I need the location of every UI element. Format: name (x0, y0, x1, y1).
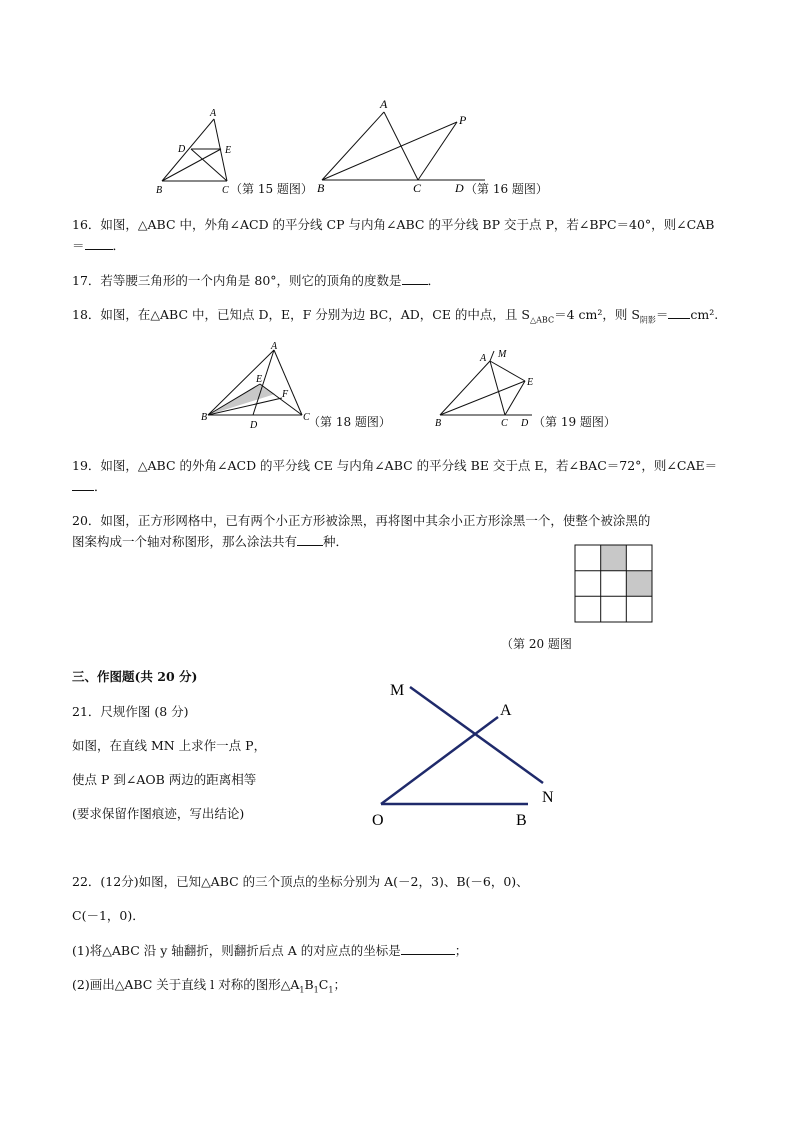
fig19-label-m: M (498, 349, 507, 360)
fig16-label-d: D (455, 181, 464, 195)
q22-part1-text: (1)将△ABC 沿 y 轴翻折，则翻折后点 A 的对应点的坐标是 (72, 943, 401, 958)
fig15-label-b: B (156, 185, 163, 196)
fig19-label-c: C (501, 418, 508, 429)
q22-c: C (318, 977, 329, 992)
fig18-label-e: E (256, 374, 263, 385)
q22-b: B (304, 977, 314, 992)
q22-part1-end: ； (454, 943, 468, 958)
q19-answer-blank[interactable] (72, 478, 94, 491)
q16-eq: ＝ (72, 238, 85, 253)
q20-end: 种． (323, 534, 349, 549)
fig21-label-b: B (516, 812, 527, 829)
question-21-title: 21．尺规作图 (8 分) (72, 704, 189, 719)
q22-part2-text: (2)画出△ABC 关于直线 l 对称的图形△A (72, 977, 300, 992)
figure-19 (432, 345, 542, 433)
fig19-label-e: E (527, 377, 534, 388)
fig19-label-d: D (521, 418, 529, 429)
fig18-label-a: A (271, 341, 278, 352)
question-19-line1: 19．如图，△ABC 的外角∠ACD 的平分线 CE 与内角∠ABC 的平分线 BE 交于点 E，若∠BAC＝72°，则∠CAE＝ (72, 458, 718, 473)
q18-eq: ＝ (655, 307, 669, 322)
q17-answer-blank[interactable] (402, 272, 428, 285)
fig16-caption: （第 16 题图） (465, 182, 548, 196)
fig15-label-e: E (225, 145, 232, 156)
q22-sub-a1: 1 (299, 985, 305, 995)
q18-sub-abc: △ABC (529, 315, 555, 325)
question-16-line1: 16．如图，△ABC 中，外角∠ACD 的平分线 CP 与内角∠ABC 的平分线 BP 交于点 P，若∠BPC＝40°，则∠CAB (72, 217, 715, 232)
figure-16 (310, 95, 490, 195)
figure-21 (368, 675, 568, 835)
q22-part2-end: ； (333, 977, 346, 992)
question-20-line2 (72, 532, 348, 552)
q18-unit: cm². (690, 307, 719, 322)
question-21-line2: 使点 P 到∠AOB 两边的距离相等 (72, 772, 257, 787)
fig19-caption: （第 19 题图） (533, 415, 616, 429)
fig21-label-m: M (390, 682, 405, 699)
fig16-label-p: P (459, 113, 467, 127)
figure-18 (198, 340, 318, 432)
grid-cell-shaded-1 (601, 545, 627, 571)
question-22-line2: C(－1，0)． (72, 908, 145, 923)
ray-oa (381, 717, 498, 804)
question-22-line1: 22．(12分)如图，已知△ABC 的三个顶点的坐标分别为 A(－2，3)、B(－6，0)、 (72, 874, 529, 889)
q20-answer-blank[interactable] (297, 533, 323, 546)
fig16-label-c: C (413, 181, 422, 195)
question-19-line2 (72, 477, 107, 497)
q19-end: ． (94, 479, 107, 494)
q16-end: ． (112, 238, 126, 253)
figure-20-grid (574, 544, 656, 626)
fig21-label-n: N (542, 789, 554, 806)
question-20-line1: 20．如图，正方形网格中，已有两个小正方形被涂黑，再将图中其余小正方形涂黑一个，使整个被涂黑的 (72, 513, 651, 528)
fig16-label-b: B (317, 181, 325, 195)
question-16-line2 (72, 236, 125, 256)
grid-cell-shaded-2 (626, 571, 652, 597)
q22-sub-c1: 1 (328, 985, 334, 995)
fig18-label-d: D (250, 420, 258, 431)
fig18-label-f: F (282, 389, 289, 400)
question-21-line3: (要求保留作图痕迹，写出结论) (72, 806, 245, 821)
fig15-label-d: D (178, 144, 186, 155)
question-22-part1 (72, 941, 467, 961)
fig18-caption: （第 18 题图） (308, 415, 391, 429)
fig20-caption: （第 20 题图 (501, 637, 572, 651)
question-22-part2 (72, 975, 346, 1001)
section-3-title: 三、作图题(共 20 分) (72, 669, 198, 684)
q22-sub-b1: 1 (313, 985, 319, 995)
fig18-label-b: B (201, 412, 208, 423)
q17-text: 17．若等腰三角形的一个内角是 80°，则它的顶角的度数是 (72, 273, 402, 288)
fig21-label-a: A (500, 702, 512, 719)
fig19-label-a: A (480, 353, 487, 364)
fig19-label-b: B (435, 418, 442, 429)
fig16-label-a: A (380, 97, 388, 111)
fig15-caption: （第 15 题图） (230, 182, 313, 196)
q18-answer-blank[interactable] (668, 306, 690, 319)
figure-15 (150, 105, 240, 200)
fig21-label-o: O (372, 812, 384, 829)
q18-text: 18．如图，在△ABC 中，已知点 D，E，F 分别为边 BC，AD，CE 的中点，且 S (72, 307, 530, 322)
q18-mid: ＝4 cm²，则 S (554, 307, 640, 322)
q22-answer-blank[interactable] (401, 942, 455, 955)
question-17 (72, 271, 440, 291)
fig15-label-a: A (210, 108, 217, 119)
fig15-label-c: C (222, 185, 229, 196)
question-21-line1: 如图，在直线 MN 上求作一点 P， (72, 738, 267, 753)
fig18-label-c: C (303, 412, 310, 423)
q20-text: 图案构成一个轴对称图形，那么涂法共有 (72, 534, 298, 549)
question-18 (72, 305, 718, 331)
q16-answer-blank[interactable] (85, 237, 113, 250)
q18-sub-shadow: 阴影 (639, 315, 656, 325)
q17-end: ． (427, 273, 441, 288)
